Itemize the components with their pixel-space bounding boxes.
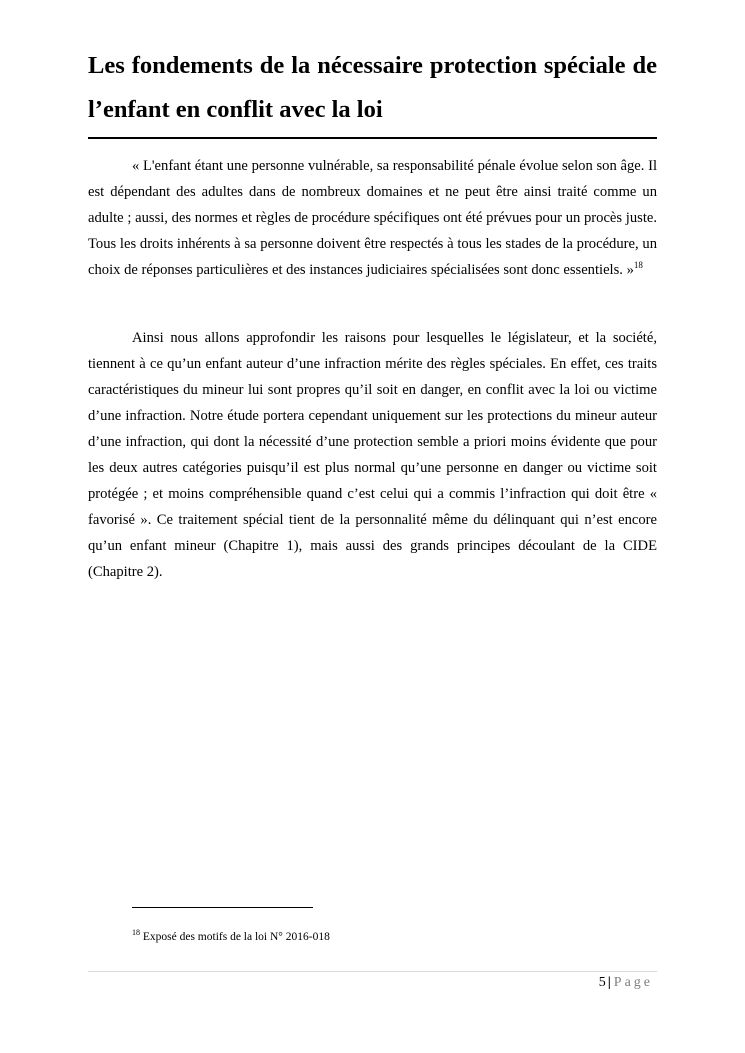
page-separator: | <box>607 975 611 990</box>
footnote <box>132 929 330 945</box>
footer-divider <box>88 971 657 972</box>
title-underline <box>88 137 657 139</box>
footnote-number: 18 <box>132 928 140 937</box>
quote-paragraph <box>88 153 657 283</box>
footnote-text: Exposé des motifs de la loi N° 2016-018 <box>142 931 330 943</box>
page-footer <box>599 975 653 991</box>
footnote-reference[interactable]: 18 <box>633 260 643 270</box>
page-label: Page <box>613 975 653 990</box>
page-number: 5 <box>598 975 606 990</box>
section-title: Les fondements de la nécessaire protection spéciale de l’enfant en conflit avec la loi <box>88 52 657 123</box>
body-paragraph: Ainsi nous allons approfondir les raisons pour lesquelles le législateur, et la société, tiennent à ce qu’un enfant auteur d’une infraction mérite des règles spéciales. En effet, ces traits caractéristiques du mineur lui sont propres qu’il soit en danger, en conflit avec la loi ou victime d’une infraction. Notre étude portera cependant uniquement sur les protections du mineur auteur d’une infraction, qui dont la nécessité d’une protection semble a priori moins évidente que pour les deux autres catégories puisqu’il est plus normal qu’une personne en danger ou victime soit protégée ; et moins compréhensible quand c’est celui qui a commis l’infraction qui doit être « favorisé ». Ce traitement spécial tient de la personnalité même du délinquant qui n’est encore qu’un enfant mineur (Chapitre 1), mais aussi des grands principes découlant de la CIDE (Chapitre 2). <box>88 330 657 580</box>
footnote-separator <box>132 907 313 908</box>
quote-paragraph-text: « L'enfant étant une personne vulnérable, sa responsabilité pénale évolue selon son âge. Il est dépendant des adultes dans de nombreux domaines et ne peut être ainsi traité comme un adulte ; aussi, des normes et règles de procédure spécifiques ont été prévues pour un procès juste. Tous les droits inhérents à sa personne doivent être respectés à tous les stades de la procédure, un choix de réponses particulières et des instances judiciaires spécialisées sont donc essentiels. » <box>88 158 657 278</box>
